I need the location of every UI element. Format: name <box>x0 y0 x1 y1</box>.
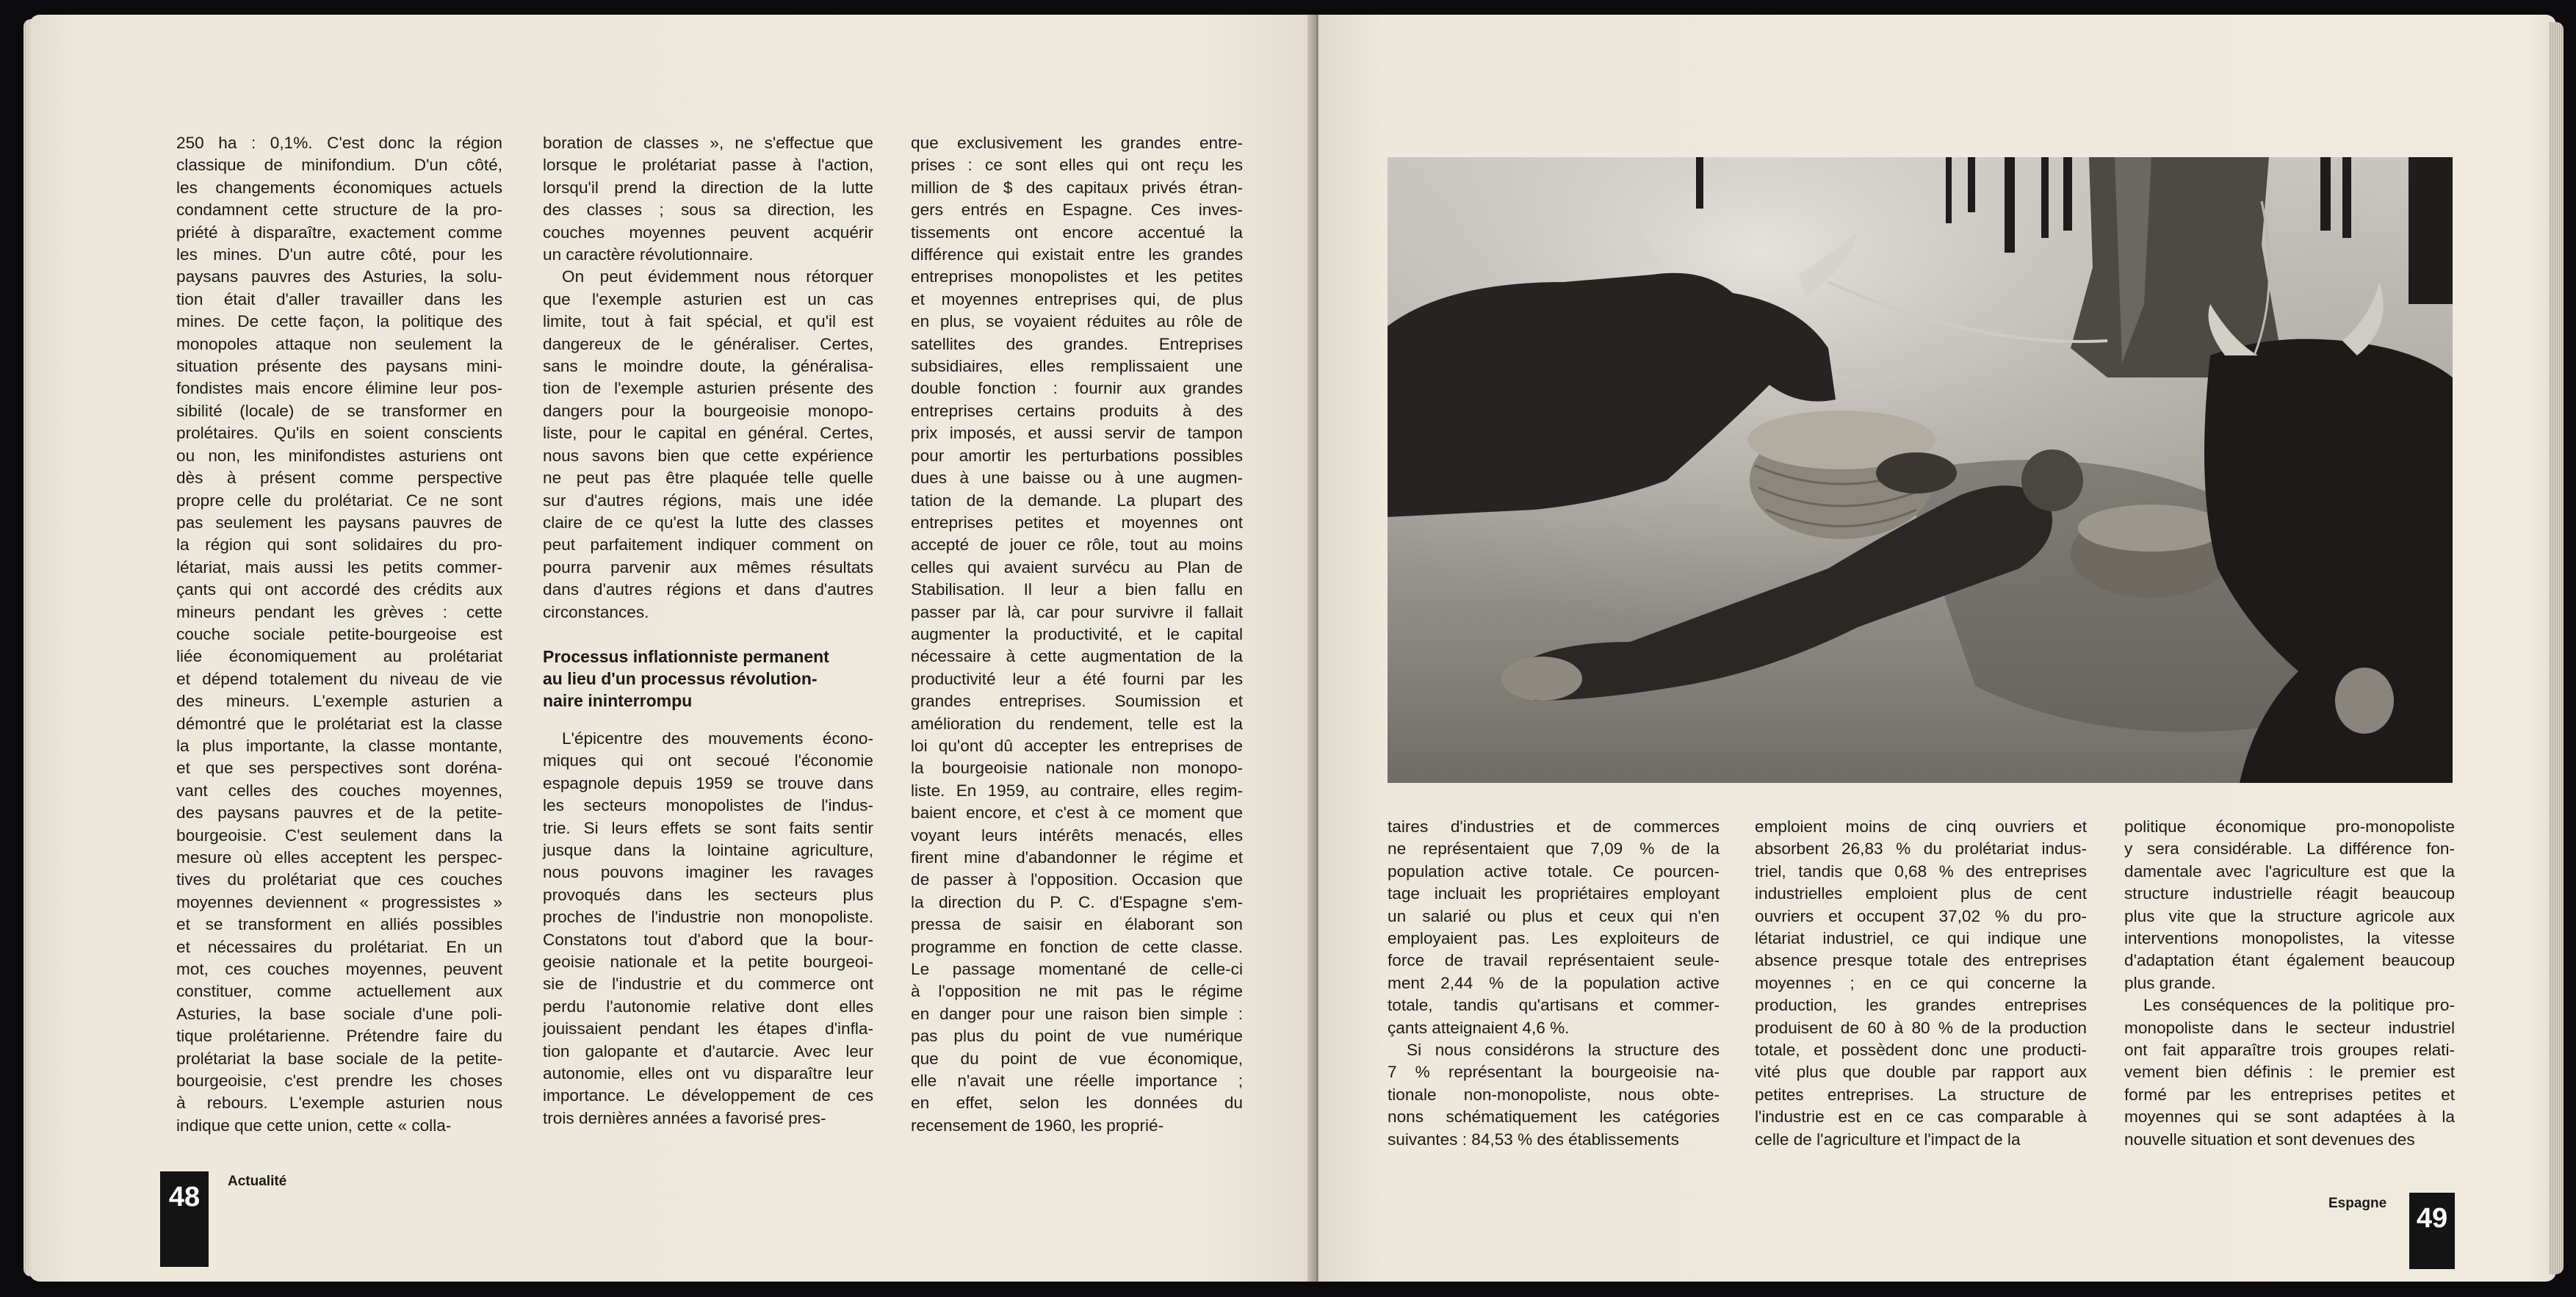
text-line: monopoliste dans le secteur industriel <box>2124 1018 2455 1037</box>
text-line: des mineurs. L'exemple asturien a <box>176 692 502 711</box>
text-line: sie de l'industrie et du commerce ont <box>543 975 873 994</box>
text-line: elle n'avait une réelle importance ; <box>911 1072 1243 1091</box>
text-line: condamnent cette structure de la pro- <box>176 200 502 220</box>
text-line: mot, ces couches moyennes, peuvent <box>176 960 502 979</box>
text-line: priété à disparaître, exactement comme <box>176 223 502 242</box>
text-line: jusque dans la lointaine agriculture, <box>543 840 873 859</box>
text-line: tion galopante et d'autarcie. Avec leur <box>543 1041 873 1061</box>
text-line: proches de l'industrie non monopoliste. <box>543 908 873 927</box>
text-line: absence presque totale des entreprises <box>1755 951 2087 970</box>
page-number-left: 48 <box>168 1182 201 1213</box>
text-line: couches moyennes peuvent acquérir <box>543 223 873 242</box>
text-line: et moyennes entreprises qui, de plus <box>911 289 1243 308</box>
text-line: sibilité (locale) de se transformer en <box>176 401 502 420</box>
section-label-left: Actualité <box>228 1174 287 1189</box>
text-line: pour amortir les perturbations possibles <box>911 446 1243 465</box>
text-line: Si nous considérons la structure des <box>1407 1041 1720 1060</box>
page-number-box-right <box>2409 1193 2455 1269</box>
text-line: prix imposés, et aussi servir de tampon <box>911 424 1243 443</box>
text-line: à rebours. L'exemple asturien nous <box>176 1094 502 1113</box>
text-line: sans le moindre doute, la généralisa- <box>543 357 873 376</box>
text-line: celles qui avaient survécu au Plan de <box>911 557 1243 577</box>
text-line: Le passage momentané de celle-ci <box>911 960 1243 979</box>
text-line: amélioration du rendement, telle est la <box>911 714 1243 733</box>
text-line: létariat industriel, ce qui indique une <box>1755 929 2087 948</box>
text-line: Asturies, la base sociale d'une poli- <box>176 1004 502 1023</box>
text-line: mineurs pendant les grèves : cette <box>176 602 502 621</box>
text-line: pas plus du point de vue numérique <box>911 1027 1243 1046</box>
text-line: provoqués dans les secteurs plus <box>543 885 873 904</box>
text-line: constituer, comme actuellement aux <box>176 982 502 1001</box>
text-line: million de $ des capitaux privés étran- <box>911 178 1243 197</box>
text-line: employaient pas. Les exploiteurs de <box>1388 929 1720 948</box>
text-line: force de travail représentaient seule- <box>1388 951 1720 970</box>
text-line: pressa de saisir en élaborant son <box>911 915 1243 934</box>
text-line: entreprises monopolistes et les petites <box>911 267 1243 286</box>
text-line: en plus, se voyaient réduites au rôle de <box>911 312 1243 331</box>
text-line: dangereux de le généraliser. Certes, <box>543 334 873 353</box>
text-line: mines. De cette façon, la politique des <box>176 312 502 331</box>
text-line: que l'exemple asturien est un cas <box>543 289 873 308</box>
text-line: Stabilisation. Il leur a bien fallu en <box>911 580 1243 599</box>
text-line: importance. Le développement de ces <box>543 1086 873 1105</box>
text-line: tissements ont encore accentué la <box>911 223 1243 242</box>
text-line: la direction du P. C. d'Espagne s'em- <box>911 892 1243 911</box>
text-line: moyennes ; en ce qui concerne la <box>1755 973 2087 992</box>
text-line: satellites des grandes. Entreprises <box>911 334 1243 353</box>
text-line: de passer à l'opposition. Occasion que <box>911 870 1243 889</box>
text-line: baient encore, et c'est à ce moment que <box>911 803 1243 823</box>
text-line: entreprises certains produits à des <box>911 401 1243 420</box>
left-column-2 <box>543 132 873 1130</box>
text-line: totale, et possèdent donc une producti- <box>1755 1041 2087 1060</box>
text-line: limite, tout à fait spécial, et qu'il est <box>543 312 873 331</box>
text-line: miques qui ont secoué l'économie <box>543 751 873 770</box>
text-line: recensement de 1960, les proprié- <box>911 1116 1164 1135</box>
left-column-1 <box>176 132 502 1137</box>
text-line: triel, tandis que 0,68 % des entreprises <box>1755 861 2087 881</box>
text-line: voyant leurs intérêts menacés, elles <box>911 825 1243 845</box>
text-line: l'industrie est en ce cas comparable à <box>1755 1108 2087 1127</box>
text-line: les changements économiques actuels <box>176 178 502 197</box>
text-line: pas seulement les paysans pauvres de <box>176 513 502 532</box>
text-line: vité plus que double par rapport aux <box>1755 1063 2087 1082</box>
text-line: nouvelle situation et sont devenues des <box>2124 1130 2415 1149</box>
text-line: paysans pauvres des Asturies, la solu- <box>176 267 502 286</box>
text-line: nécessaire à cette augmentation de la <box>911 647 1243 666</box>
text-line: industrielles emploient plus de cent <box>1755 884 2087 903</box>
text-line: que exclusivement les grandes entre- <box>911 134 1243 152</box>
text-line: interventions monopolistes, la vitesse <box>2124 929 2455 948</box>
subheading-line: naire ininterrompu <box>543 690 693 710</box>
text-line: liste, pour le capital en général. Certes, <box>543 424 873 443</box>
text-line: tation de la demande. La plupart des <box>911 491 1243 510</box>
text-line: structure industrielle réagit beaucoup <box>2124 884 2455 903</box>
text-line: 250 ha : 0,1%. C'est donc la région <box>176 134 502 152</box>
text-line: geoisie nationale et la petite bourgeoi- <box>543 953 873 971</box>
text-line: emploient moins de cinq ouvriers et <box>1755 817 2087 836</box>
text-line: trois dernières années a favorisé pres- <box>543 1108 826 1127</box>
text-line: trie. Si leurs effets se sont faits sentir <box>543 818 873 837</box>
text-line: passer par là, car pour survivre il fallait <box>911 602 1243 621</box>
text-line: programme en fonction de cette classe. <box>911 937 1243 956</box>
text-line: tion était d'aller travailler dans les <box>176 289 502 308</box>
text-line: que du point de vue économique, <box>911 1049 1243 1068</box>
text-line: létariat, mais aussi les petits commer- <box>176 557 502 577</box>
text-line: ou non, les minifondistes asturiens ont <box>176 446 502 465</box>
subheading-line: Processus inflationniste permanent <box>543 646 829 666</box>
text-line: petites entreprises. La structure de <box>1755 1085 2087 1104</box>
right-column-1 <box>1388 816 1720 1151</box>
text-line: en effet, selon les données du <box>911 1094 1243 1113</box>
text-line: propre celle du prolétariat. Ce ne sont <box>176 491 502 510</box>
text-line: augmenter la productivité, et le capital <box>911 624 1243 643</box>
photo-oxen-and-sleeping-man <box>1388 157 2453 783</box>
text-line: vant celles des couches moyennes, <box>176 781 502 800</box>
text-line: mesure où elles acceptent les perspec- <box>176 848 502 867</box>
text-line: et dépend totalement du niveau de vie <box>176 669 502 688</box>
text-line: d'adaptation étant également beaucoup <box>2124 951 2455 970</box>
text-line: un caractère révolutionnaire. <box>543 245 754 264</box>
text-line: tion de l'exemple asturien présente des <box>543 379 873 398</box>
section-label-right: Espagne <box>2328 1196 2387 1211</box>
text-line: moyennes deviennent « progressistes » <box>176 892 502 911</box>
text-line: boration de classes », ne s'effectue que <box>543 134 873 152</box>
text-line: lorsqu'il prend la direction de la lutte <box>543 178 873 197</box>
text-line: suivantes : 84,53 % des établissements <box>1388 1130 1679 1149</box>
text-line: dangers pour la bourgeoisie monopo- <box>543 401 873 420</box>
text-line: ne peut pas être plaquée telle quelle <box>543 469 873 488</box>
text-line: L'épicentre des mouvements écono- <box>562 729 873 748</box>
text-line: subsidiaires, elles remplissaient une <box>911 357 1243 376</box>
text-line: la bourgeoisie nationale non monopo- <box>911 759 1243 778</box>
text-line: dès à présent comme perspective <box>176 469 502 488</box>
text-line: ouvriers et occupent 37,02 % du pro- <box>1755 906 2087 925</box>
text-line: perdu l'autonomie relative dont elles <box>543 997 873 1016</box>
text-line: dans d'autres régions et dans d'autres <box>543 580 873 599</box>
left-column-3 <box>911 132 1243 1137</box>
text-line: ne représentaient que 7,09 % de la <box>1388 839 1720 859</box>
text-line: en danger pour une raison bien simple : <box>911 1004 1243 1023</box>
text-line: autonomie, elles ont vu disparaître leur <box>543 1064 873 1083</box>
text-line: liée économiquement au prolétariat <box>176 647 502 666</box>
page-number-right: 49 <box>2416 1203 2448 1234</box>
text-line: tique prolétarienne. Prétendre faire du <box>176 1027 502 1046</box>
text-line: taires d'industries et de commerces <box>1388 817 1720 836</box>
text-line: grandes entreprises. Soumission et <box>911 692 1243 711</box>
text-line: On peut évidemment nous rétorquer <box>562 267 873 286</box>
text-line: çants qui ont accordé des crédits aux <box>176 580 502 599</box>
text-line: firent mine d'abandonner le régime et <box>911 848 1243 867</box>
text-line: démontré que le prolétariat est la classe <box>176 714 502 733</box>
text-line: politique économique pro-monopoliste <box>2124 817 2455 836</box>
text-line: un salarié ou plus et ceux qui n'en <box>1388 906 1720 925</box>
text-line: la plus importante, la classe montante, <box>176 736 502 755</box>
text-line: prises : ce sont elles qui ont reçu les <box>911 156 1243 175</box>
text-line: formé par les entreprises petites et <box>2124 1085 2455 1104</box>
text-line: prolétariat la base sociale de la petite- <box>176 1049 502 1068</box>
text-line: tage incluait les propriétaires employant <box>1388 884 1720 903</box>
text-line: ment 2,44 % de la population active <box>1388 973 1720 992</box>
text-line: monopoles attaque non seulement la <box>176 334 502 353</box>
text-line: bourgeoisie, c'est prendre les choses <box>176 1072 502 1091</box>
page-number-box-left <box>160 1171 209 1267</box>
text-line: gers entrés en Espagne. Ces inves- <box>911 200 1243 220</box>
text-line: nous savons bien que cette expérience <box>543 446 873 465</box>
text-line: bourgeoisie. C'est seulement dans la <box>176 825 502 845</box>
text-line: indique que cette union, cette « colla- <box>176 1116 452 1135</box>
text-line: jouissaient pendant les étapes d'infla- <box>543 1019 873 1038</box>
text-line: damentale avec l'agriculture est que la <box>2124 861 2455 881</box>
text-line: double fonction : fournir aux grandes <box>911 379 1243 398</box>
page-edges-right <box>2549 22 2564 1274</box>
text-line: différence qui existait entre les grandes <box>911 245 1243 264</box>
right-column-3 <box>2124 816 2455 1151</box>
text-line: plus grande. <box>2124 973 2216 992</box>
text-line: absorbent 26,83 % du prolétariat indus- <box>1755 839 2087 859</box>
text-line: entreprises petites et moyennes ont <box>911 513 1243 532</box>
subheading-line: au lieu d'un processus révolution- <box>543 668 818 688</box>
text-line: productivité leur a été fourni par les <box>911 669 1243 688</box>
text-line: des classes ; sous sa direction, les <box>543 200 873 220</box>
text-line: celle de l'agriculture et l'impact de la <box>1755 1130 2021 1149</box>
text-line: totale, tandis qu'artisans et commer- <box>1388 996 1720 1015</box>
text-line: claire de ce qu'est la lutte des classes <box>543 513 873 532</box>
text-line: çants atteignaient 4,6 %. <box>1388 1018 1570 1037</box>
right-column-2 <box>1755 816 2087 1151</box>
text-line: classique de minifondium. D'un côté, <box>176 156 502 175</box>
text-line: prolétaires. Qu'ils en soient conscients <box>176 424 502 443</box>
text-line: liste. En 1959, au contraire, elles regim- <box>911 781 1243 800</box>
text-line: population active totale. Ce pourcen- <box>1388 861 1720 881</box>
text-line: les mines. D'un autre côté, pour les <box>176 245 502 264</box>
text-line: Constatons tout d'abord que la bour- <box>543 930 873 949</box>
text-line: sur d'autres régions, mais une idée <box>543 491 873 510</box>
text-line: 7 % représentant la bourgeoisie na- <box>1388 1063 1720 1082</box>
text-line: la région qui sont solidaires du pro- <box>176 535 502 554</box>
text-line: ont fait apparaître trois groupes relati- <box>2124 1041 2455 1060</box>
text-line: peut parfaitement indiquer comment on <box>543 535 873 554</box>
text-line: nons schématiquement les catégories <box>1388 1108 1720 1127</box>
text-line: moyennes qui se sont adaptées à la <box>2124 1108 2455 1127</box>
text-line: circonstances. <box>543 602 649 621</box>
text-line: fondistes mais encore élimine leur pos- <box>176 379 502 398</box>
text-line: vement bien définis : le premier est <box>2124 1063 2455 1082</box>
text-line: et que ses perspectives sont doréna- <box>176 759 502 778</box>
text-line: lorsque le prolétariat passe à l'action, <box>543 156 873 175</box>
text-line: situation présente des paysans mini- <box>176 357 502 376</box>
text-line: production, les grandes entreprises <box>1755 996 2087 1015</box>
text-line: espagnole depuis 1959 se trouve dans <box>543 773 873 792</box>
text-line: pourra parvenir aux mêmes résultats <box>543 557 873 577</box>
text-line: et se transforment en alliés possibles <box>176 915 502 934</box>
text-line: loi qu'ont dû accepter les entreprises de <box>911 736 1243 755</box>
text-line: tionale non-monopoliste, nous obte- <box>1388 1085 1720 1104</box>
text-line: à l'opposition ne mit pas le régime <box>911 982 1243 1001</box>
text-line: dues à une baisse ou à une augmen- <box>911 469 1243 488</box>
text-line: Les conséquences de la politique pro- <box>2143 996 2455 1015</box>
text-line: nous pouvons imaginer les ravages <box>543 863 873 882</box>
text-line: produisent de 60 à 80 % de la production <box>1755 1018 2087 1037</box>
text-line: accepté de jouer ce rôle, tout au moins <box>911 535 1243 554</box>
text-line: couche sociale petite-bourgeoise est <box>176 624 502 643</box>
text-line: et nécessaires du prolétariat. En un <box>176 937 502 956</box>
text-line: les secteurs monopolistes de l'indus- <box>543 796 873 815</box>
text-line: des paysans pauvres et de la petite- <box>176 803 502 823</box>
text-line: y sera considérable. La différence fon- <box>2124 839 2455 859</box>
text-line: tives du prolétariat que ces couches <box>176 870 502 889</box>
text-line: plus vite que la structure agricole aux <box>2124 906 2455 925</box>
